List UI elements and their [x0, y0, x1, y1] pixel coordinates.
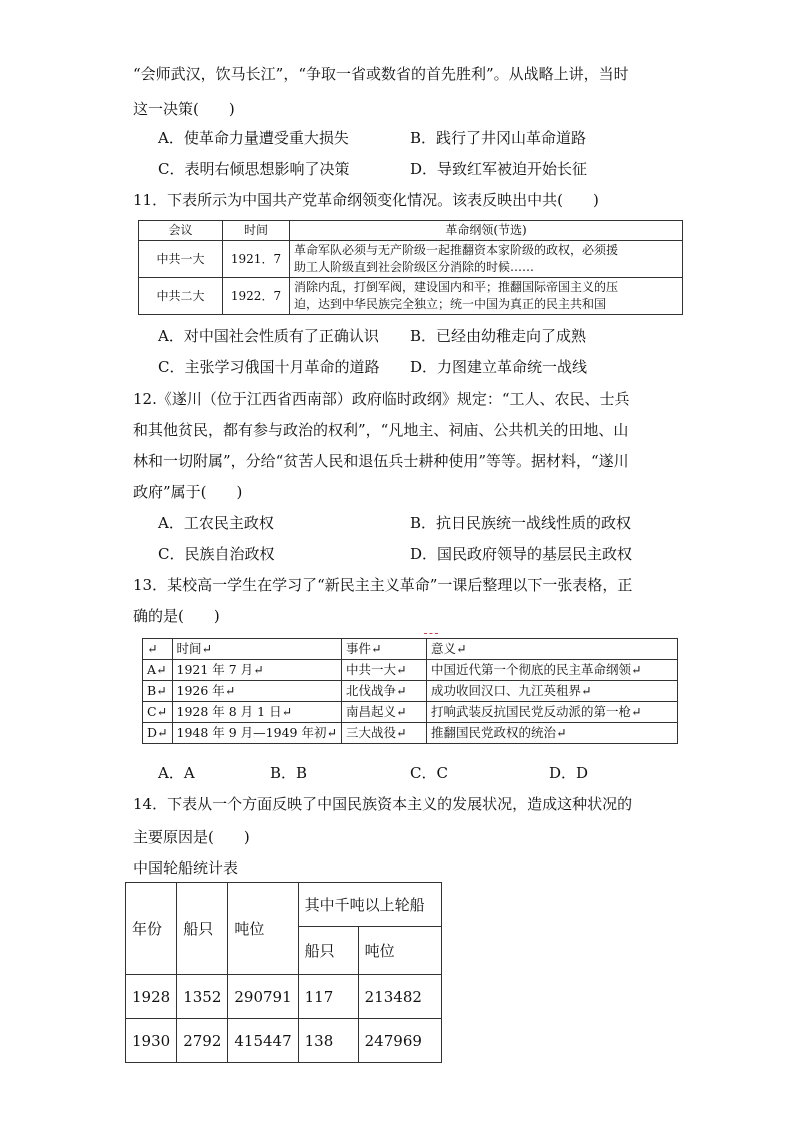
table-header: 吨位 [358, 927, 441, 975]
q14-stem-line1: 14．下表从一个方面反映了中国民族资本主义的发展状况，造成这种状况的 [133, 795, 633, 813]
table-row [143, 723, 678, 744]
table-row [126, 975, 442, 1019]
q12-stem-line2: 和其他贫民，都有参与政治的权利”，“凡地主、祠庙、公共机关的田地、山 [133, 421, 629, 439]
program-line: 革命军队必须与无产阶级一起推翻资本家阶级的政权，必须援 [294, 243, 619, 257]
q13-option-d: D．D [549, 764, 589, 782]
table-header: 时间↵ [172, 639, 341, 660]
q13-option-a: A．A [158, 764, 195, 782]
q14-table [125, 882, 442, 1063]
table-header: 年份 [126, 883, 177, 975]
table-cell [290, 278, 683, 315]
q13-option-b: B．B [270, 764, 308, 782]
program-line: 迫，达到中华民族完全独立；统一中国为真正的民主共和国 [294, 297, 607, 311]
table-cell: 247969 [358, 1019, 441, 1063]
q11-option-d: D．力图建立革命统一战线 [410, 358, 588, 376]
table-cell: 1352 [177, 975, 228, 1019]
table-cell: 117 [298, 975, 358, 1019]
table-cell: 2792 [177, 1019, 228, 1063]
table-row [139, 278, 683, 315]
table-cell: 1921．7 [223, 241, 290, 278]
table-header: 会议 [139, 221, 223, 241]
q11-stem: 11．下表所示为中国共产党革命纲领变化情况。该表反映出中共( ) [133, 191, 599, 209]
edit-mark [424, 633, 438, 634]
table-cell: 415447 [228, 1019, 298, 1063]
q13-stem-line2: 确的是( ) [133, 607, 220, 625]
q10-option-b: B．践行了井冈山革命道路 [410, 129, 587, 147]
table-header: 其中千吨以上轮船 [298, 883, 441, 927]
table-cell: D↵ [143, 723, 173, 744]
q14-table-caption: 中国轮船统计表 [133, 859, 239, 877]
table-header-row [126, 883, 442, 927]
table-cell: 中国近代第一个彻底的民主革命纲领↵ [426, 660, 677, 681]
table-header: 意义↵ [426, 639, 677, 660]
program-line: 助工人阶级直到社会阶级区分消除的时候…… [294, 260, 535, 274]
table-header: 时间 [223, 221, 290, 241]
q13-stem-line1: 13．某校高一学生在学习了“新民主主义革命”一课后整理以下一张表格，正 [133, 576, 633, 594]
program-line: 消除内乱，打倒军阀，建设国内和平；推翻国际帝国主义的压 [294, 280, 619, 294]
table-header-row [143, 639, 678, 660]
table-header: ↵ [143, 639, 173, 660]
table-row [143, 681, 678, 702]
table-cell: 1928 年 8 月 1 日↵ [172, 702, 341, 723]
table-cell: 1930 [126, 1019, 177, 1063]
table-cell: 1948 年 9 月—1949 年初↵ [172, 723, 341, 744]
table-cell: C↵ [143, 702, 173, 723]
table-row [126, 1019, 442, 1063]
table-cell: 打响武装反抗国民党反动派的第一枪↵ [426, 702, 677, 723]
q11-table [138, 220, 683, 315]
table-cell: 1928 [126, 975, 177, 1019]
table-header: 船只 [177, 883, 228, 975]
table-cell: 1921 年 7 月↵ [172, 660, 341, 681]
q12-option-d: D．国民政府领导的基层民主政权 [410, 545, 633, 563]
q11-option-a: A．对中国社会性质有了正确认识 [158, 327, 379, 345]
table-row [139, 241, 683, 278]
q13-option-c: C．C [410, 764, 448, 782]
q10-option-a: A．使革命力量遭受重大损失 [158, 129, 349, 147]
table-cell [290, 241, 683, 278]
q12-stem-line4: 政府”属于( ) [133, 483, 243, 501]
q14-stem-line2: 主要原因是( ) [133, 828, 250, 846]
table-cell: A↵ [143, 660, 173, 681]
q10-stem-line1: “会师武汉，饮马长江”，“争取一省或数省的首先胜利”。从战略上讲，当时 [133, 65, 629, 83]
q13-table [142, 638, 678, 744]
q12-option-b: B．抗日民族统一战线性质的政权 [410, 514, 632, 532]
table-cell: 290791 [228, 975, 298, 1019]
q10-option-c: C．表明右倾思想影响了决策 [158, 160, 350, 178]
q12-option-a: A．工农民主政权 [158, 514, 274, 532]
table-cell: 南昌起义↵ [341, 702, 426, 723]
table-cell: 213482 [358, 975, 441, 1019]
table-cell: 三大战役↵ [341, 723, 426, 744]
table-header: 吨位 [228, 883, 298, 975]
q10-option-d: D．导致红军被迫开始长征 [410, 160, 588, 178]
table-header: 事件↵ [341, 639, 426, 660]
q12-stem-line3: 林和一切附属”，分给“贫苦人民和退伍兵士耕种使用”等等。据材料，“遂川 [133, 452, 629, 470]
table-cell: 中共一大↵ [341, 660, 426, 681]
table-row [143, 660, 678, 681]
table-cell: 1926 年↵ [172, 681, 341, 702]
q11-option-c: C．主张学习俄国十月革命的道路 [158, 358, 380, 376]
table-cell: 中共二大 [139, 278, 223, 315]
table-header: 革命纲领(节选) [290, 221, 683, 241]
table-cell: 138 [298, 1019, 358, 1063]
table-cell: 中共一大 [139, 241, 223, 278]
q12-stem-line1: 12.《遂川（位于江西省西南部）政府临时政纲》规定：“工人、农民、士兵 [133, 390, 630, 408]
q11-option-b: B．已经由幼稚走向了成熟 [410, 327, 587, 345]
table-cell: 1922．7 [223, 278, 290, 315]
table-cell: 推翻国民党政权的统治↵ [426, 723, 677, 744]
table-header-row [139, 221, 683, 241]
table-cell: B↵ [143, 681, 173, 702]
q12-option-c: C．民族自治政权 [158, 545, 275, 563]
table-cell: 北伐战争↵ [341, 681, 426, 702]
q10-stem-line2: 这一决策( ) [133, 100, 235, 118]
table-header: 船只 [298, 927, 358, 975]
table-cell: 成功收回汉口、九江英租界↵ [426, 681, 677, 702]
table-row [143, 702, 678, 723]
